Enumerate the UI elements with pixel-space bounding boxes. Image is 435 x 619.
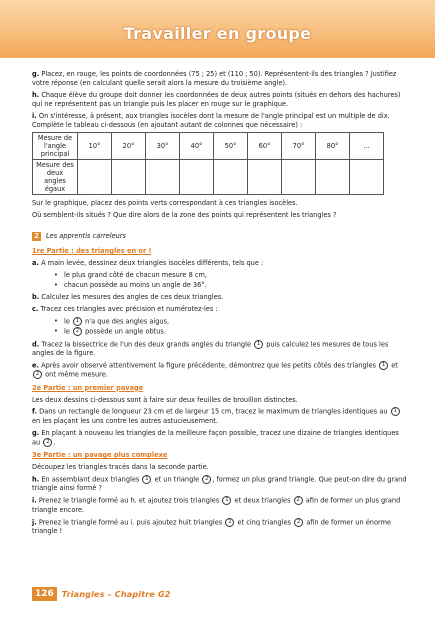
question-c: c. Tracez ces triangles avec précision et numérotez-les : bbox=[32, 304, 218, 313]
question-j: j. Prenez le triangle formé au i. puis ajoutez huit triangles 1 et cinq triangles 2 afin de former un énorme triangle ! bbox=[32, 518, 392, 535]
question-g: g. Placez, en rouge, les points de coordonnées (75 ; 25) et (110 ; 50). Représentent-ils des triangles ? Justifiez votre réponse (en calculant quelle serait alors la mesure du troisième angle). bbox=[32, 70, 397, 87]
question-f: f. Dans un rectangle de longueur 23 cm et de largeur 15 cm, tracez le maximum de triangles identiques au 1 en les plaçant les uns contre les autres astucieusement. bbox=[32, 407, 408, 425]
chapter-label: Triangles – Chapitre G2 bbox=[61, 589, 171, 599]
circled-number: 1 bbox=[73, 317, 82, 326]
table-row-header: Mesure des deux angles égaux bbox=[33, 160, 78, 195]
question-i: i. On s'intéresse, à présent, aux triangles isocèles dont la mesure de l'angle principal est un multiple de dix. Complète le tableau ci-dessous (en ajoutant autant de colonnes que nécessaire) : bbox=[32, 111, 390, 129]
angles-table bbox=[32, 132, 384, 195]
circled-number: 2 bbox=[202, 475, 211, 484]
circled-number: 1 bbox=[379, 361, 388, 370]
table-cell bbox=[112, 160, 146, 195]
part-title: 2e Partie : un premier pavage bbox=[32, 383, 144, 392]
circled-number: 1 bbox=[142, 475, 151, 484]
table-cell bbox=[214, 160, 248, 195]
circled-number: 1 bbox=[225, 518, 234, 527]
table-cell bbox=[180, 160, 214, 195]
question-d: d. Tracez la bissectrice de l'un des deux grands angles du triangle 1 puis calculez les mesures de tous les angles de la figure. bbox=[32, 340, 389, 357]
list-item: • le 1 n'a que des angles aigus, bbox=[64, 317, 408, 326]
question-h: h. Chaque élève du groupe doit donner les coordonnées de deux autres points (situés en dehors des hachures) qui ne représentent pas un triangle puis les placer en rouge sur le graphique. bbox=[32, 90, 401, 108]
page-number: 126 bbox=[32, 587, 57, 601]
table-cell: 40° bbox=[180, 133, 214, 160]
list-item: • le plus grand côté de chacun mesure 8 cm, bbox=[64, 271, 408, 280]
table-cell: 20° bbox=[112, 133, 146, 160]
page-footer bbox=[32, 586, 171, 602]
page-title: Travailler en groupe bbox=[123, 24, 312, 43]
table-cell bbox=[316, 160, 350, 195]
question-a: a. À main levée, dessinez deux triangles isocèles différents, tels que : bbox=[32, 259, 264, 268]
instruction-text: Sur le graphique, placez des points verts correspondant à ces triangles isocèles. bbox=[32, 199, 298, 208]
circled-number: 2 bbox=[33, 370, 42, 379]
section-number: 2 bbox=[32, 232, 41, 241]
header-banner bbox=[0, 0, 435, 58]
question-g2: g. En plaçant à nouveau les triangles de la meilleure façon possible, tracez une dizaine de triangles identiques au 2 . bbox=[32, 428, 399, 447]
table-cell: 10° bbox=[78, 133, 112, 160]
table-cell: ... bbox=[350, 133, 384, 160]
table-row bbox=[33, 133, 384, 160]
instruction-text: Où semblent-ils situés ? Que dire alors de la zone des points qui représentent les triangles ? bbox=[32, 211, 337, 220]
circled-number: 2 bbox=[73, 327, 82, 336]
table-cell bbox=[146, 160, 180, 195]
table-cell: 80° bbox=[316, 133, 350, 160]
bullet-list bbox=[32, 317, 408, 337]
part-title: 1re Partie : des triangles en or ! bbox=[32, 247, 152, 256]
table-cell bbox=[78, 160, 112, 195]
page-content bbox=[32, 70, 408, 539]
instruction-text: Découpez les triangles tracés dans la seconde partie. bbox=[32, 462, 209, 471]
table-cell bbox=[282, 160, 316, 195]
bullet-list bbox=[32, 271, 408, 290]
list-item: • chacun possède au moins un angle de 36°. bbox=[64, 281, 408, 290]
instruction-text: Les deux dessins ci-dessous sont à faire sur deux feuilles de brouillon distinctes. bbox=[32, 395, 298, 404]
circled-number: 1 bbox=[254, 340, 263, 349]
part-title: 3e Partie : un pavage plus complexe bbox=[32, 451, 168, 460]
table-cell bbox=[350, 160, 384, 195]
question-i2: i. Prenez le triangle formé au h. et ajoutez trois triangles 1 et deux triangles 2 afin de former un plus grand triangle encore. bbox=[32, 496, 401, 514]
list-item: • le 2 possède un angle obtus. bbox=[64, 327, 408, 336]
table-cell bbox=[248, 160, 282, 195]
question-h2: h. En assemblant deux triangles 1 et un triangle 2 , formez un plus grand triangle. Que peut-on dire du grand triangle ainsi formé ? bbox=[32, 475, 407, 493]
table-cell: 30° bbox=[146, 133, 180, 160]
section-heading bbox=[32, 232, 408, 241]
circled-number: 2 bbox=[294, 496, 303, 505]
circled-number: 1 bbox=[222, 496, 231, 505]
section-title: Les apprentis carreleurs bbox=[46, 232, 126, 241]
table-cell: 50° bbox=[214, 133, 248, 160]
circled-number: 2 bbox=[43, 438, 52, 447]
question-e: e. Après avoir observé attentivement la figure précédente, démontrez que les petits côtés des triangles 1 et 2 ont même mesure. bbox=[32, 361, 398, 379]
table-cell: 60° bbox=[248, 133, 282, 160]
circled-number: 2 bbox=[294, 518, 303, 527]
circled-number: 1 bbox=[391, 407, 400, 416]
table-row-header: Mesure de l'angle principal bbox=[33, 133, 78, 160]
table-row bbox=[33, 160, 384, 195]
question-b: b. Calculez les mesures des angles de ces deux triangles. bbox=[32, 292, 224, 301]
table-cell: 70° bbox=[282, 133, 316, 160]
